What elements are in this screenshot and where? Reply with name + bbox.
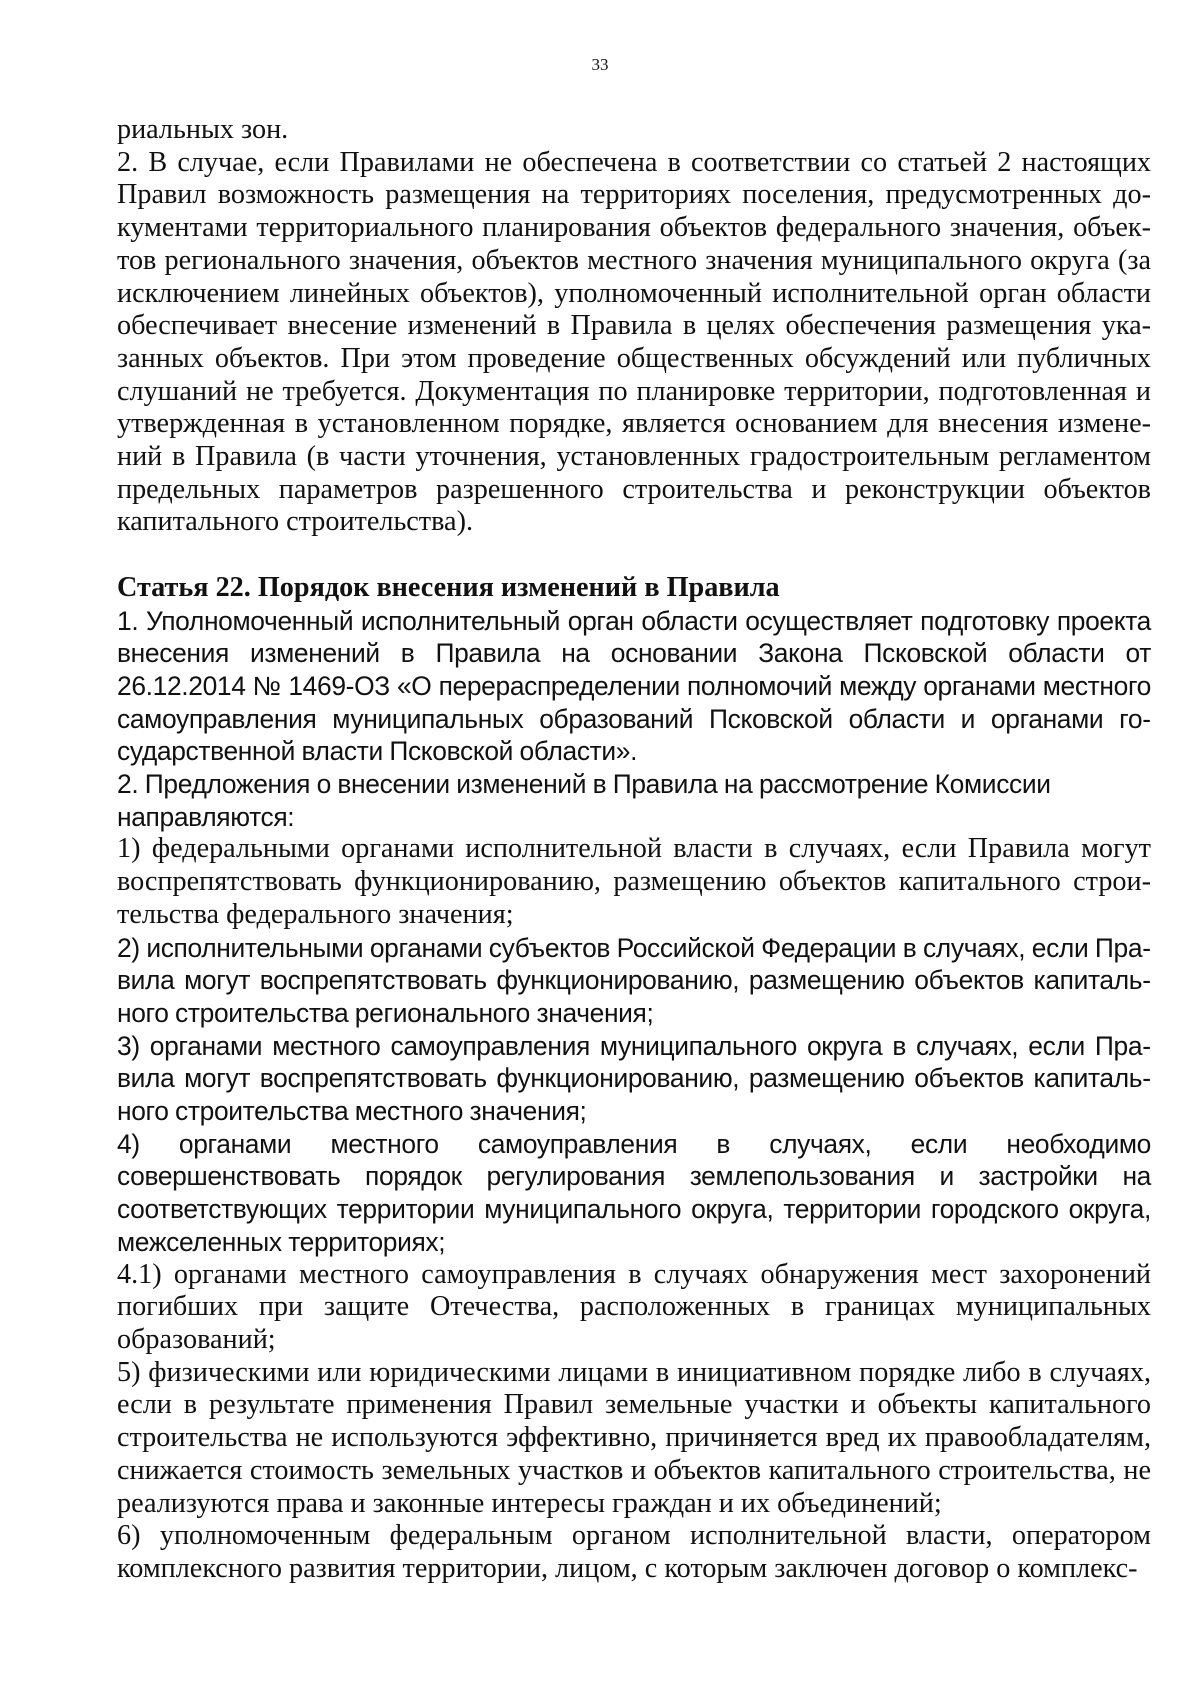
document-body [117,114,1151,1586]
list-item-1: 1) федеральными органами исполнительной власти в случаях, если Правила могут воспрепятствовать функционированию, размещению объектов капитального строительства федерального значения; [117,833,1151,930]
continuation-text: риальных зон. [117,114,289,145]
article-22-heading: Статья 22. Порядок внесения изменений в Правила [117,571,780,603]
list-item-3: 3) органами местного самоуправления муниципального округа в случаях, если Правила могут воспрепятствовать функционированию, размещению объектов капитального строительства местного значения; [117,1030,1151,1127]
article-22-paragraph-1: 1. Уполномоченный исполнительный орган области осуществляет подготовку проекта внесения изменений в Правила на основании Закона Псковской области от 26.12.2014 № 1469-ОЗ «О перераспределении полномочий между органами местного самоуправления муниципальных образований Псковской области и органами государственной власти Псковской области». [117,605,1151,767]
article-22-paragraph-2: 2. Предложения о внесении изменений в Правила на рассмотрение Комиссии направляются: [117,769,1051,832]
page-number: 33 [591,55,609,74]
list-item-2: 2) исполнительными органами субъектов Российской Федерации в случаях, если Правила могут воспрепятствовать функционированию, размещению объектов капитального строительства регионального значения; [117,932,1151,1028]
prev-article-paragraph-2: 2. В случае, если Правилами не обеспечена в соответствии со статьей 2 настоящих Правил возможность размещения на территориях поселения, предусмотренных документами территориального планирования объектов федерального значения, объектов регионального значения, объектов местного значения муниципального округа (за исключением линейных объектов), уполномоченный исполнительной орган области обеспечивает внесение изменений в Правила в целях обеспечения размещения указанных объектов. При этом проведение общественных обсуждений или публичных слушаний не требуется. Документация по планировке территории, подготовленная и утвержденная в установленном порядке, является основанием для внесения изменений в Правила (в части уточнения, установленных градостроительным регламентом предельных параметров разрешенного строительства и реконструкции объектов капитального строительства). [117,146,1151,538]
list-item-4-1: 4.1) органами местного самоуправления в случаях обнаружения мест захоронений погибших при защите Отечества, расположенных в границах муниципальных образований; [117,1258,1151,1355]
list-item-5: 5) физическими или юридическими лицами в инициативном порядке либо в случаях, если в результате применения Правил земельные участки и объекты капитального строительства не используются эффективно, причиняется вред их правообладателям, снижается стоимость земельных участков и объектов капитального строительства, не реализуются права и законные интересы граждан и их объединений; [117,1356,1151,1519]
list-item-4: 4) органами местного самоуправления в случаях, если необходимо совершенствовать порядок регулирования землепользования и застройки на соответствующих территории муниципального округа, территории городского округа, межселенных территориях; [117,1128,1151,1257]
list-item-6: 6) уполномоченным федеральным органом исполнительной власти, оператором комплексного развития территории, лицом, с которым заключен договор о комплекс- [117,1520,1151,1584]
